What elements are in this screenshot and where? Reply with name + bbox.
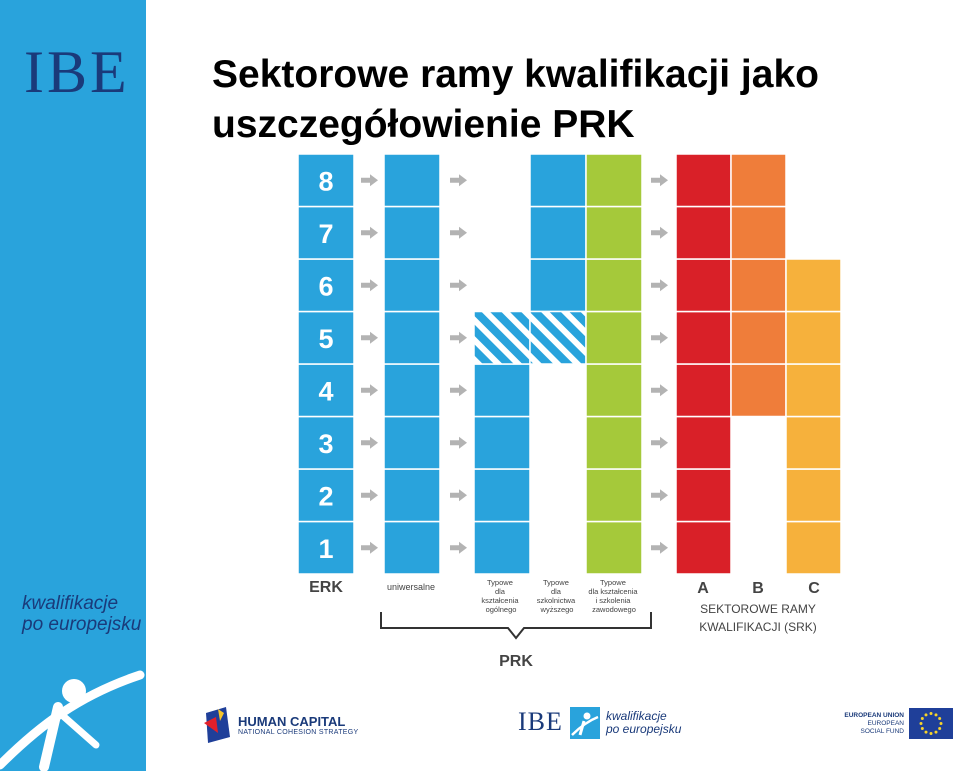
cell-uniwersalne-level-5 <box>384 312 440 365</box>
level-label-6: 6 <box>318 271 334 302</box>
arrow-icon <box>651 227 668 239</box>
cell-srk-c-level-4 <box>786 364 841 417</box>
cell-srk-a-level-4 <box>676 364 731 417</box>
eu-star-icon <box>925 731 928 734</box>
eu-flag-icon <box>909 708 953 739</box>
level-label-2: 2 <box>318 481 334 512</box>
level-label-4: 4 <box>318 376 334 407</box>
cell-uniwersalne-level-7 <box>384 207 440 260</box>
prk-label: PRK <box>499 653 533 670</box>
level-label-3: 3 <box>318 428 334 459</box>
cell-srk-b-level-5 <box>731 312 786 365</box>
eu-star-icon <box>935 713 938 716</box>
sidebar-tagline-line1: kwalifikacje <box>22 593 119 614</box>
col-zawodowe-label: Typowe dla kształcenia i szkolenia zawodowego <box>588 578 638 614</box>
cell-srk-a-level-1 <box>676 522 731 575</box>
footer-ibe-logo: IBE <box>518 707 563 736</box>
footer-tagline <box>606 710 681 736</box>
cell-ogolne-level-2 <box>474 469 530 522</box>
eu-star-icon <box>920 722 923 725</box>
cell-zawodowe-level-8 <box>586 154 642 207</box>
arrow-icon <box>450 384 467 396</box>
eu-star-icon <box>935 731 938 734</box>
arrow-icon <box>450 437 467 449</box>
eu-star-icon <box>938 717 941 720</box>
cell-zawodowe-level-1 <box>586 522 642 575</box>
srk-caption-line2: KWALIFIKACJI (SRK) <box>699 620 817 634</box>
arrow-icon <box>651 384 668 396</box>
col-wyzsze-label: Typowe dla szkolnictwa wyższego <box>536 578 576 614</box>
cell-zawodowe-level-7 <box>586 207 642 260</box>
cell-srk-a-level-2 <box>676 469 731 522</box>
cell-ogolne-level-5-hatched <box>474 312 530 365</box>
srk-b-label: B <box>752 580 764 597</box>
erk-label: ERK <box>309 579 343 596</box>
sidebar-tagline-line2: po europejsku <box>22 614 142 635</box>
arrow-icon <box>651 174 668 186</box>
cell-srk-c-level-2 <box>786 469 841 522</box>
level-label-8: 8 <box>318 166 334 197</box>
eu-star-icon <box>930 732 933 735</box>
col-ogolne-label: Typowe dla kształcenia ogólnego <box>481 578 519 614</box>
cell-zawodowe-level-2 <box>586 469 642 522</box>
page-title-line2: uszczegółowienie PRK <box>212 103 635 146</box>
cell-zawodowe-level-6 <box>586 259 642 312</box>
cell-ogolne-level-1 <box>474 522 530 575</box>
cell-srk-c-level-5 <box>786 312 841 365</box>
cell-uniwersalne-level-8 <box>384 154 440 207</box>
arrow-icon <box>651 279 668 291</box>
prk-brace <box>381 612 651 638</box>
cell-wyzsze-level-5-hatched <box>530 312 586 365</box>
eu-line2: EUROPEAN <box>867 720 904 727</box>
cell-srk-b-level-6 <box>731 259 786 312</box>
eu-star-icon <box>938 727 941 730</box>
eu-star-icon <box>930 712 933 715</box>
arrow-icon <box>651 437 668 449</box>
cell-zawodowe-level-5 <box>586 312 642 365</box>
cell-uniwersalne-level-6 <box>384 259 440 312</box>
human-capital-subtitle: NATIONAL COHESION STRATEGY <box>238 729 359 736</box>
cell-wyzsze-level-6 <box>530 259 586 312</box>
cell-srk-c-level-1 <box>786 522 841 575</box>
cell-srk-b-level-4 <box>731 364 786 417</box>
arrow-icon <box>450 332 467 344</box>
human-capital-title: HUMAN CAPITAL <box>238 714 346 729</box>
ibe-logo: IBE <box>24 39 130 105</box>
arrow-icon <box>651 332 668 344</box>
arrow-icon <box>450 489 467 501</box>
arrow-icon <box>450 227 467 239</box>
col-uniwersalne-label: uniwersalne <box>386 582 436 592</box>
diagram-cells <box>298 154 841 574</box>
footer-tagline-line2: po europejsku <box>606 722 682 736</box>
arrow-icon <box>450 279 467 291</box>
arrow-icon <box>361 174 378 186</box>
srk-c-label: C <box>808 580 820 597</box>
eu-star-icon <box>921 717 924 720</box>
cell-zawodowe-level-4 <box>586 364 642 417</box>
arrow-icon <box>361 384 378 396</box>
level-label-1: 1 <box>318 533 334 564</box>
arrow-icon <box>361 227 378 239</box>
cell-uniwersalne-level-2 <box>384 469 440 522</box>
cell-zawodowe-level-3 <box>586 417 642 470</box>
cell-uniwersalne-level-3 <box>384 417 440 470</box>
srk-a-label: A <box>697 580 709 597</box>
cell-wyzsze-level-7 <box>530 207 586 260</box>
cell-srk-a-level-6 <box>676 259 731 312</box>
cell-srk-a-level-8 <box>676 154 731 207</box>
level-label-5: 5 <box>318 323 334 354</box>
arrow-icon <box>361 489 378 501</box>
cell-uniwersalne-level-4 <box>384 364 440 417</box>
cell-srk-c-level-6 <box>786 259 841 312</box>
arrow-icon <box>651 489 668 501</box>
cell-srk-a-level-7 <box>676 207 731 260</box>
footer-tagline-line1: kwalifikacje <box>606 709 667 723</box>
eu-text <box>820 712 904 736</box>
arrow-icon <box>361 332 378 344</box>
arrow-icon <box>361 279 378 291</box>
cell-ogolne-level-4 <box>474 364 530 417</box>
eu-star-icon <box>940 722 943 725</box>
cell-uniwersalne-level-1 <box>384 522 440 575</box>
cell-srk-a-level-3 <box>676 417 731 470</box>
page-title-line1: Sektorowe ramy kwalifikacji jako <box>212 53 819 96</box>
arrow-icon <box>450 174 467 186</box>
arrow-icon <box>361 542 378 554</box>
cell-wyzsze-level-8 <box>530 154 586 207</box>
eu-star-icon <box>925 713 928 716</box>
human-capital-logo-icon <box>200 703 234 747</box>
cell-srk-b-level-8 <box>731 154 786 207</box>
arrow-icon <box>361 437 378 449</box>
level-label-7: 7 <box>318 218 334 249</box>
cell-srk-b-level-7 <box>731 207 786 260</box>
arrow-icon <box>651 542 668 554</box>
eu-line3: SOCIAL FUND <box>860 728 904 735</box>
eu-line1: EUROPEAN UNION <box>844 712 904 719</box>
cell-srk-c-level-3 <box>786 417 841 470</box>
footer-figure-icon <box>570 707 600 739</box>
cell-ogolne-level-3 <box>474 417 530 470</box>
cell-srk-a-level-5 <box>676 312 731 365</box>
arrow-icon <box>450 542 467 554</box>
srk-caption-line1: SEKTOROWE RAMY <box>700 602 816 616</box>
eu-star-icon <box>921 727 924 730</box>
